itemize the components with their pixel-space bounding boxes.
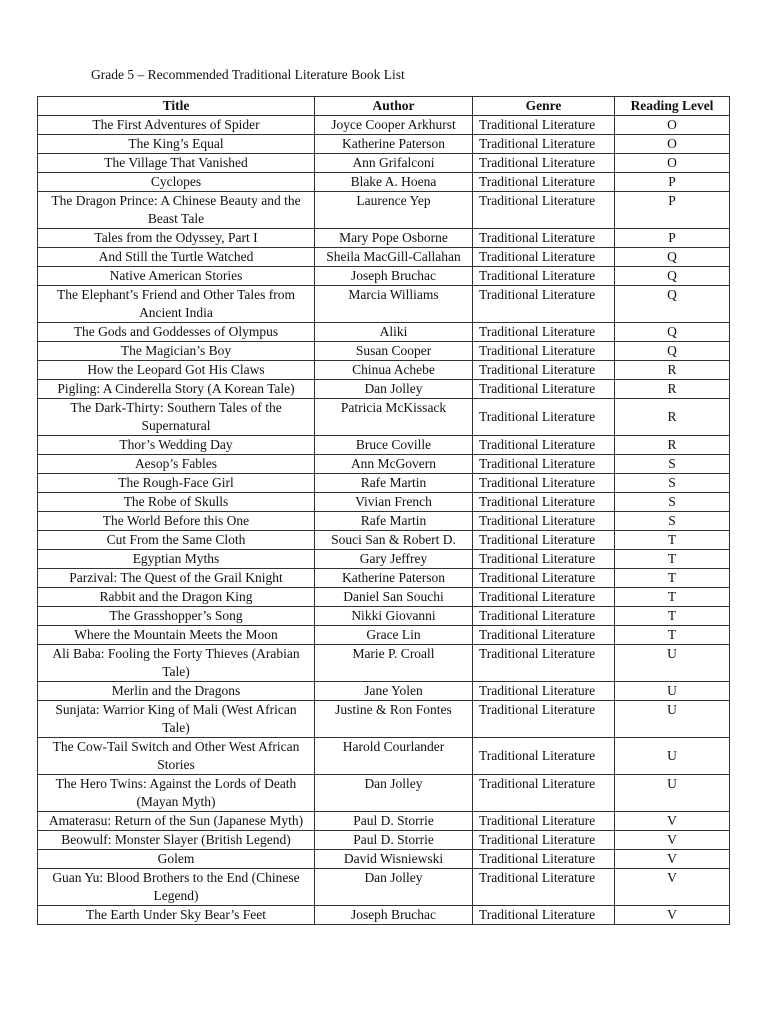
book-title-cell: Cyclopes: [38, 173, 315, 192]
table-row: [38, 831, 730, 850]
book-genre-cell: Traditional Literature: [473, 286, 615, 323]
book-genre-cell: Traditional Literature: [473, 645, 615, 682]
book-genre-cell: Traditional Literature: [473, 831, 615, 850]
table-row: [38, 550, 730, 569]
book-title-cell: And Still the Turtle Watched: [38, 248, 315, 267]
book-title-cell: Guan Yu: Blood Brothers to the End (Chinese Legend): [38, 869, 315, 906]
book-author-cell: Joseph Bruchac: [315, 906, 473, 925]
book-title-cell: The Rough-Face Girl: [38, 474, 315, 493]
book-author-cell: Ann Grifalconi: [315, 154, 473, 173]
book-title-cell: The King’s Equal: [38, 135, 315, 154]
book-genre-cell: Traditional Literature: [473, 116, 615, 135]
book-title-cell: Tales from the Odyssey, Part I: [38, 229, 315, 248]
book-genre-cell: Traditional Literature: [473, 361, 615, 380]
table-row: [38, 738, 730, 775]
table-row: [38, 361, 730, 380]
table-row: [38, 869, 730, 906]
table-row: [38, 455, 730, 474]
book-title-cell: Cut From the Same Cloth: [38, 531, 315, 550]
book-title-cell: Amaterasu: Return of the Sun (Japanese Myth): [38, 812, 315, 831]
book-genre-cell: Traditional Literature: [473, 906, 615, 925]
book-list-table: [37, 96, 730, 925]
book-genre-cell: Traditional Literature: [473, 154, 615, 173]
book-title-cell: The Hero Twins: Against the Lords of Death (Mayan Myth): [38, 775, 315, 812]
table-row: [38, 154, 730, 173]
table-row: [38, 135, 730, 154]
table-row: [38, 493, 730, 512]
book-author-cell: Chinua Achebe: [315, 361, 473, 380]
book-title-cell: Rabbit and the Dragon King: [38, 588, 315, 607]
book-genre-cell: Traditional Literature: [473, 267, 615, 286]
book-author-cell: Daniel San Souchi: [315, 588, 473, 607]
book-reading-level-cell: V: [615, 869, 730, 906]
book-author-cell: Joyce Cooper Arkhurst: [315, 116, 473, 135]
book-author-cell: Blake A. Hoena: [315, 173, 473, 192]
book-genre-cell: Traditional Literature: [473, 607, 615, 626]
book-genre-cell: Traditional Literature: [473, 626, 615, 645]
table-row: [38, 701, 730, 738]
book-genre-cell: Traditional Literature: [473, 850, 615, 869]
table-row: [38, 229, 730, 248]
book-reading-level-cell: R: [615, 436, 730, 455]
table-row: [38, 192, 730, 229]
book-author-cell: Dan Jolley: [315, 380, 473, 399]
book-author-cell: Rafe Martin: [315, 474, 473, 493]
table-header-row: [38, 97, 730, 116]
book-genre-cell: Traditional Literature: [473, 173, 615, 192]
book-reading-level-cell: S: [615, 512, 730, 531]
book-genre-cell: Traditional Literature: [473, 550, 615, 569]
table-row: [38, 682, 730, 701]
book-title-cell: Ali Baba: Fooling the Forty Thieves (Arabian Tale): [38, 645, 315, 682]
book-reading-level-cell: T: [615, 626, 730, 645]
book-title-cell: The Dragon Prince: A Chinese Beauty and the Beast Tale: [38, 192, 315, 229]
table-row: [38, 116, 730, 135]
book-reading-level-cell: Q: [615, 286, 730, 323]
table-row: [38, 626, 730, 645]
book-reading-level-cell: U: [615, 682, 730, 701]
book-author-cell: Paul D. Storrie: [315, 831, 473, 850]
column-header-reading-level: Reading Level: [615, 97, 730, 116]
book-genre-cell: Traditional Literature: [473, 588, 615, 607]
table-row: [38, 323, 730, 342]
book-reading-level-cell: T: [615, 569, 730, 588]
book-reading-level-cell: R: [615, 361, 730, 380]
table-row: [38, 906, 730, 925]
book-reading-level-cell: Q: [615, 267, 730, 286]
book-author-cell: Paul D. Storrie: [315, 812, 473, 831]
book-reading-level-cell: Q: [615, 342, 730, 361]
book-author-cell: Katherine Paterson: [315, 135, 473, 154]
book-author-cell: Aliki: [315, 323, 473, 342]
book-reading-level-cell: V: [615, 850, 730, 869]
book-reading-level-cell: U: [615, 775, 730, 812]
book-author-cell: Ann McGovern: [315, 455, 473, 474]
book-genre-cell: Traditional Literature: [473, 701, 615, 738]
table-row: [38, 267, 730, 286]
book-title-cell: The Robe of Skulls: [38, 493, 315, 512]
table-row: [38, 512, 730, 531]
book-reading-level-cell: P: [615, 173, 730, 192]
book-author-cell: Souci San & Robert D.: [315, 531, 473, 550]
book-author-cell: Joseph Bruchac: [315, 267, 473, 286]
book-reading-level-cell: Q: [615, 248, 730, 267]
table-row: [38, 436, 730, 455]
book-title-cell: Beowulf: Monster Slayer (British Legend): [38, 831, 315, 850]
book-genre-cell: Traditional Literature: [473, 682, 615, 701]
book-title-cell: Pigling: A Cinderella Story (A Korean Tale): [38, 380, 315, 399]
book-author-cell: Harold Courlander: [315, 738, 473, 775]
book-title-cell: The Village That Vanished: [38, 154, 315, 173]
book-reading-level-cell: V: [615, 831, 730, 850]
book-genre-cell: Traditional Literature: [473, 342, 615, 361]
book-author-cell: Bruce Coville: [315, 436, 473, 455]
book-genre-cell: Traditional Literature: [473, 512, 615, 531]
book-author-cell: Katherine Paterson: [315, 569, 473, 588]
book-title-cell: The Cow-Tail Switch and Other West African Stories: [38, 738, 315, 775]
document-heading: Grade 5 – Recommended Traditional Literature Book List: [91, 67, 405, 82]
book-author-cell: Dan Jolley: [315, 869, 473, 906]
book-title-cell: The World Before this One: [38, 512, 315, 531]
book-reading-level-cell: O: [615, 116, 730, 135]
book-genre-cell: Traditional Literature: [473, 493, 615, 512]
table-row: [38, 645, 730, 682]
book-reading-level-cell: O: [615, 154, 730, 173]
book-author-cell: Mary Pope Osborne: [315, 229, 473, 248]
book-genre-cell: Traditional Literature: [473, 474, 615, 493]
book-author-cell: Patricia McKissack: [315, 399, 473, 436]
book-reading-level-cell: P: [615, 192, 730, 229]
book-reading-level-cell: R: [615, 399, 730, 436]
book-reading-level-cell: S: [615, 493, 730, 512]
book-genre-cell: Traditional Literature: [473, 323, 615, 342]
book-genre-cell: Traditional Literature: [473, 569, 615, 588]
book-author-cell: Grace Lin: [315, 626, 473, 645]
book-title-cell: Egyptian Myths: [38, 550, 315, 569]
book-genre-cell: Traditional Literature: [473, 455, 615, 474]
book-reading-level-cell: P: [615, 229, 730, 248]
book-reading-level-cell: U: [615, 738, 730, 775]
book-genre-cell: Traditional Literature: [473, 869, 615, 906]
book-title-cell: How the Leopard Got His Claws: [38, 361, 315, 380]
book-reading-level-cell: O: [615, 135, 730, 154]
book-author-cell: Jane Yolen: [315, 682, 473, 701]
book-author-cell: David Wisniewski: [315, 850, 473, 869]
table-row: [38, 607, 730, 626]
book-title-cell: Sunjata: Warrior King of Mali (West African Tale): [38, 701, 315, 738]
book-reading-level-cell: V: [615, 812, 730, 831]
book-author-cell: Gary Jeffrey: [315, 550, 473, 569]
book-author-cell: Sheila MacGill-Callahan: [315, 248, 473, 267]
table-row: [38, 286, 730, 323]
table-row: [38, 399, 730, 436]
book-reading-level-cell: V: [615, 906, 730, 925]
book-title-cell: The Earth Under Sky Bear’s Feet: [38, 906, 315, 925]
table-row: [38, 380, 730, 399]
book-reading-level-cell: T: [615, 550, 730, 569]
table-row: [38, 569, 730, 588]
book-genre-cell: Traditional Literature: [473, 229, 615, 248]
book-author-cell: Dan Jolley: [315, 775, 473, 812]
table-row: [38, 588, 730, 607]
book-reading-level-cell: T: [615, 588, 730, 607]
book-title-cell: The Dark-Thirty: Southern Tales of the Supernatural: [38, 399, 315, 436]
book-genre-cell: Traditional Literature: [473, 248, 615, 267]
table-row: [38, 248, 730, 267]
book-genre-cell: Traditional Literature: [473, 775, 615, 812]
book-reading-level-cell: S: [615, 455, 730, 474]
table-row: [38, 474, 730, 493]
book-genre-cell: Traditional Literature: [473, 812, 615, 831]
book-title-cell: The Magician’s Boy: [38, 342, 315, 361]
book-author-cell: Nikki Giovanni: [315, 607, 473, 626]
column-header-genre: Genre: [473, 97, 615, 116]
book-genre-cell: Traditional Literature: [473, 135, 615, 154]
book-genre-cell: Traditional Literature: [473, 192, 615, 229]
book-author-cell: Marcia Williams: [315, 286, 473, 323]
column-header-author: Author: [315, 97, 473, 116]
book-reading-level-cell: T: [615, 607, 730, 626]
book-reading-level-cell: R: [615, 380, 730, 399]
book-title-cell: Thor’s Wedding Day: [38, 436, 315, 455]
book-genre-cell: Traditional Literature: [473, 738, 615, 775]
table-row: [38, 775, 730, 812]
book-title-cell: Native American Stories: [38, 267, 315, 286]
table-row: [38, 173, 730, 192]
book-author-cell: Laurence Yep: [315, 192, 473, 229]
book-author-cell: Rafe Martin: [315, 512, 473, 531]
book-table-body: [38, 116, 730, 925]
table-row: [38, 850, 730, 869]
book-title-cell: Aesop’s Fables: [38, 455, 315, 474]
book-reading-level-cell: S: [615, 474, 730, 493]
book-title-cell: Merlin and the Dragons: [38, 682, 315, 701]
book-author-cell: Susan Cooper: [315, 342, 473, 361]
book-title-cell: The Gods and Goddesses of Olympus: [38, 323, 315, 342]
book-genre-cell: Traditional Literature: [473, 399, 615, 436]
book-reading-level-cell: U: [615, 645, 730, 682]
book-author-cell: Marie P. Croall: [315, 645, 473, 682]
book-reading-level-cell: U: [615, 701, 730, 738]
book-title-cell: The First Adventures of Spider: [38, 116, 315, 135]
column-header-title: Title: [38, 97, 315, 116]
book-reading-level-cell: Q: [615, 323, 730, 342]
book-title-cell: The Elephant’s Friend and Other Tales from Ancient India: [38, 286, 315, 323]
table-row: [38, 812, 730, 831]
book-title-cell: The Grasshopper’s Song: [38, 607, 315, 626]
book-genre-cell: Traditional Literature: [473, 436, 615, 455]
book-title-cell: Parzival: The Quest of the Grail Knight: [38, 569, 315, 588]
book-reading-level-cell: T: [615, 531, 730, 550]
book-title-cell: Golem: [38, 850, 315, 869]
book-author-cell: Justine & Ron Fontes: [315, 701, 473, 738]
book-genre-cell: Traditional Literature: [473, 531, 615, 550]
table-row: [38, 342, 730, 361]
book-title-cell: Where the Mountain Meets the Moon: [38, 626, 315, 645]
table-row: [38, 531, 730, 550]
book-genre-cell: Traditional Literature: [473, 380, 615, 399]
book-author-cell: Vivian French: [315, 493, 473, 512]
